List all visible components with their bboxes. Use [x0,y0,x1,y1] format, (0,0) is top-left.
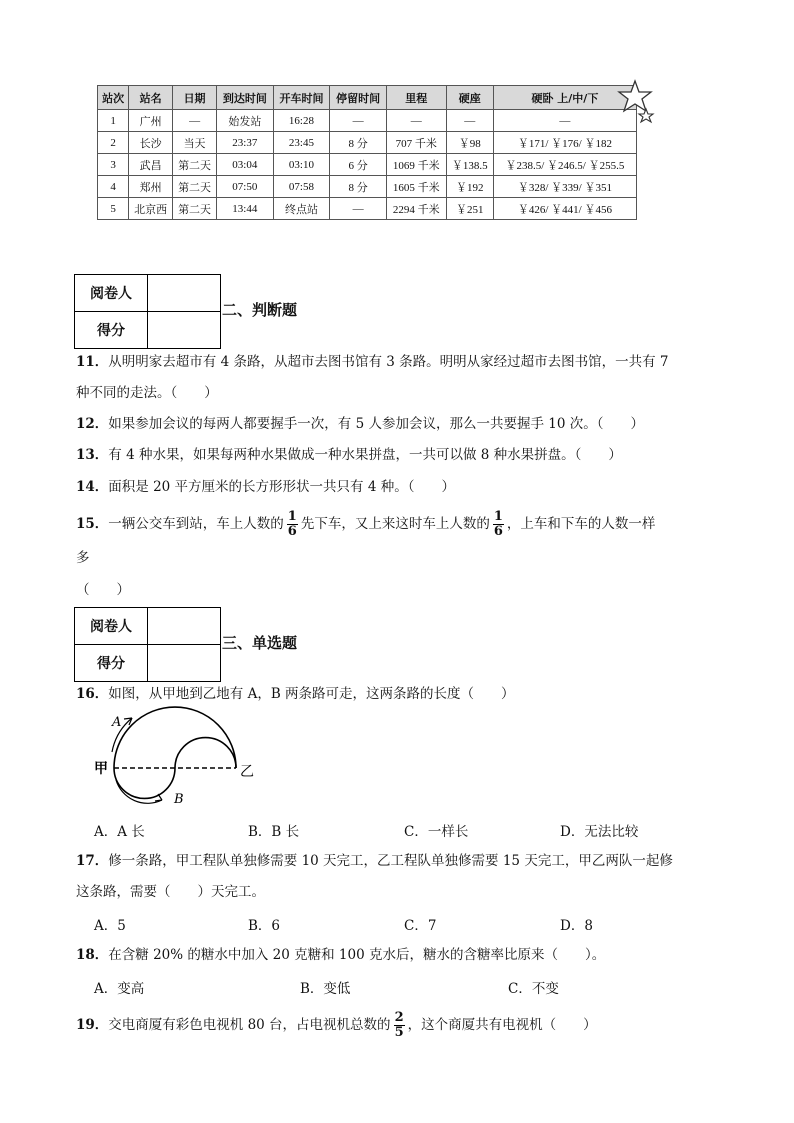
train-schedule-figure [97,85,643,231]
question-14 [76,477,716,497]
question-number: 18． [76,947,109,963]
table-cell: 3 [98,154,129,176]
table-cell: ￥98 [446,132,493,154]
table-row [98,132,637,154]
table-cell: 北京西 [129,198,173,220]
question-19 [76,1008,716,1042]
question-15 [76,507,716,541]
table-cell: 4 [98,176,129,198]
table-cell: 8 分 [330,132,387,154]
column-header: 硬卧 上/中/下 [493,86,636,110]
question-number: 11． [76,354,109,370]
path-b-arrow [116,780,162,803]
question-text: 修一条路，甲工程队单独修需要 10 天完工，乙工程队单独修需要 15 天完工，甲乙两队一起修 [108,853,673,869]
question-number: 14． [76,479,109,495]
column-header: 停留时间 [330,86,387,110]
score-label: 得分 [75,312,148,349]
question-text: 在含糖 20% 的糖水中加入 20 克糖和 100 克水后，糖水的含糖率比原来（ ）。 [108,947,606,963]
table-cell: 郑州 [129,176,173,198]
question-number: 13． [76,447,109,463]
question-11-line2: 种不同的走法。（ ） [76,385,218,401]
question-16 [76,684,716,704]
table-cell: — [493,110,636,132]
section-title: 三、单选题 [222,634,298,652]
question-text: 如图，从甲地到乙地有 A，B 两条路可走，这两条路的长度（ ） [108,686,515,702]
question-17 [76,851,716,871]
table-cell: 23:45 [273,132,330,154]
column-header: 站次 [98,86,129,110]
question-text: 如果参加会议的每两人都要握手一次，有 5 人参加会议，那么一共要握手 10 次。（ ） [108,416,644,432]
table-cell: 5 [98,198,129,220]
option-c[interactable]: C．7 [404,918,437,934]
question-18 [76,945,716,965]
column-header: 里程 [386,86,446,110]
table-cell: 707 千米 [386,132,446,154]
table-cell: ￥426/ ￥441/ ￥456 [493,198,636,220]
option-d[interactable]: D．8 [560,918,593,934]
question-text: 面积是 20 平方厘米的长方形形状一共只有 4 种。（ ） [108,479,455,495]
reviewer-cell [148,608,221,645]
table-cell: — [173,110,217,132]
question-number: 12． [76,416,109,432]
table-row [98,198,637,220]
option-b[interactable]: B．变低 [300,981,351,997]
small-upper-arc [175,738,236,768]
column-header: 站名 [129,86,173,110]
question-text: 先下车，又上来这时车上人数的 [300,516,490,532]
table-row [98,176,637,198]
option-b[interactable]: B．6 [248,918,281,934]
column-header: 日期 [173,86,217,110]
table-cell: ￥328/ ￥339/ ￥351 [493,176,636,198]
fraction [287,510,298,539]
score-box-section3 [74,607,221,682]
table-cell: 终点站 [273,198,330,220]
answer-blank[interactable]: （ ） [76,582,130,598]
path-diagram [90,706,260,811]
table-cell: 8 分 [330,176,387,198]
table-cell: 03:10 [273,154,330,176]
table-cell: 当天 [173,132,217,154]
table-cell: 1605 千米 [386,176,446,198]
table-cell: 1069 千米 [386,154,446,176]
question-number: 19． [76,1017,109,1033]
question-15-line2: 多 [76,550,90,566]
table-cell: 第二天 [173,176,217,198]
end-label: 乙 [240,764,254,780]
reviewer-cell [148,275,221,312]
table-cell: 07:58 [273,176,330,198]
table-cell: 武昌 [129,154,173,176]
table-cell: 1 [98,110,129,132]
option-a[interactable]: A．变高 [94,981,145,997]
table-cell: 23:37 [217,132,274,154]
section-title: 二、判断题 [222,301,298,319]
path-b-label: B [174,792,184,807]
option-c[interactable]: C．不变 [508,981,559,997]
table-cell: ￥171/ ￥176/ ￥182 [493,132,636,154]
table-cell: ￥238.5/ ￥246.5/ ￥255.5 [493,154,636,176]
question-text: 从明明家去超市有 4 条路，从超市去图书馆有 3 条路。明明从家经过超市去图书馆，一共有 7 [108,354,669,370]
question-text: 一辆公交车到站，车上人数的 [108,516,284,532]
star-decoration-icon [615,79,655,125]
table-cell: 2 [98,132,129,154]
table-cell: — [386,110,446,132]
table-cell: 第二天 [173,154,217,176]
table-cell: 2294 千米 [386,198,446,220]
path-a-arc [114,707,236,768]
fraction-numerator: 1 [287,509,297,524]
table-cell: 13:44 [217,198,274,220]
question-17-line2: 这条路，需要（ ）天完工。 [76,884,265,900]
arrow-head [155,794,162,801]
option-c[interactable]: C．一样长 [404,824,469,840]
option-d[interactable]: D．无法比较 [560,824,639,840]
fraction-numerator: 1 [493,509,503,524]
column-header: 到达时间 [217,86,274,110]
question-11 [76,352,716,372]
score-box-section2 [74,274,221,349]
fraction [493,510,504,539]
score-cell [148,312,221,349]
table-header-row [98,86,637,110]
reviewer-label: 阅卷人 [75,275,148,312]
column-header: 硬座 [446,86,493,110]
table-row [98,154,637,176]
table-row [98,110,637,132]
question-number: 15． [76,516,109,532]
start-label: 甲 [94,761,108,777]
question-text: 有 4 种水果，如果每两种水果做成一种水果拼盘，一共可以做 8 种水果拼盘。（ ） [108,447,622,463]
question-number: 16． [76,686,109,702]
fraction-denominator: 5 [394,1025,404,1040]
table-cell: 长沙 [129,132,173,154]
question-text: 交电商厦有彩色电视机 80 台，占电视机总数的 [108,1017,391,1033]
score-cell [148,645,221,682]
table-cell: 07:50 [217,176,274,198]
fraction-denominator: 6 [287,524,297,539]
table-cell: ￥138.5 [446,154,493,176]
reviewer-label: 阅卷人 [75,608,148,645]
question-number: 17． [76,853,109,869]
question-text: ，这个商厦共有电视机（ ） [407,1017,597,1033]
option-b[interactable]: B．B 长 [248,824,300,840]
table-cell: 16:28 [273,110,330,132]
table-cell: 始发站 [217,110,274,132]
train-schedule-table [97,85,637,220]
table-cell: 广州 [129,110,173,132]
table-cell: — [446,110,493,132]
table-cell: 6 分 [330,154,387,176]
fraction-denominator: 6 [493,524,503,539]
fraction-numerator: 2 [394,1010,404,1025]
table-cell: 第二天 [173,198,217,220]
table-cell: — [330,110,387,132]
path-b-arc [114,768,175,798]
question-text: ，上车和下车的人数一样 [506,516,656,532]
option-a[interactable]: A．A 长 [94,824,145,840]
table-cell: ￥251 [446,198,493,220]
table-cell: — [330,198,387,220]
score-label: 得分 [75,645,148,682]
fraction [394,1011,405,1040]
question-13 [76,445,716,465]
column-header: 开车时间 [273,86,330,110]
path-a-label: A [112,715,122,730]
question-12 [76,414,716,434]
table-cell: ￥192 [446,176,493,198]
option-a[interactable]: A．5 [94,918,126,934]
table-cell: 03:04 [217,154,274,176]
